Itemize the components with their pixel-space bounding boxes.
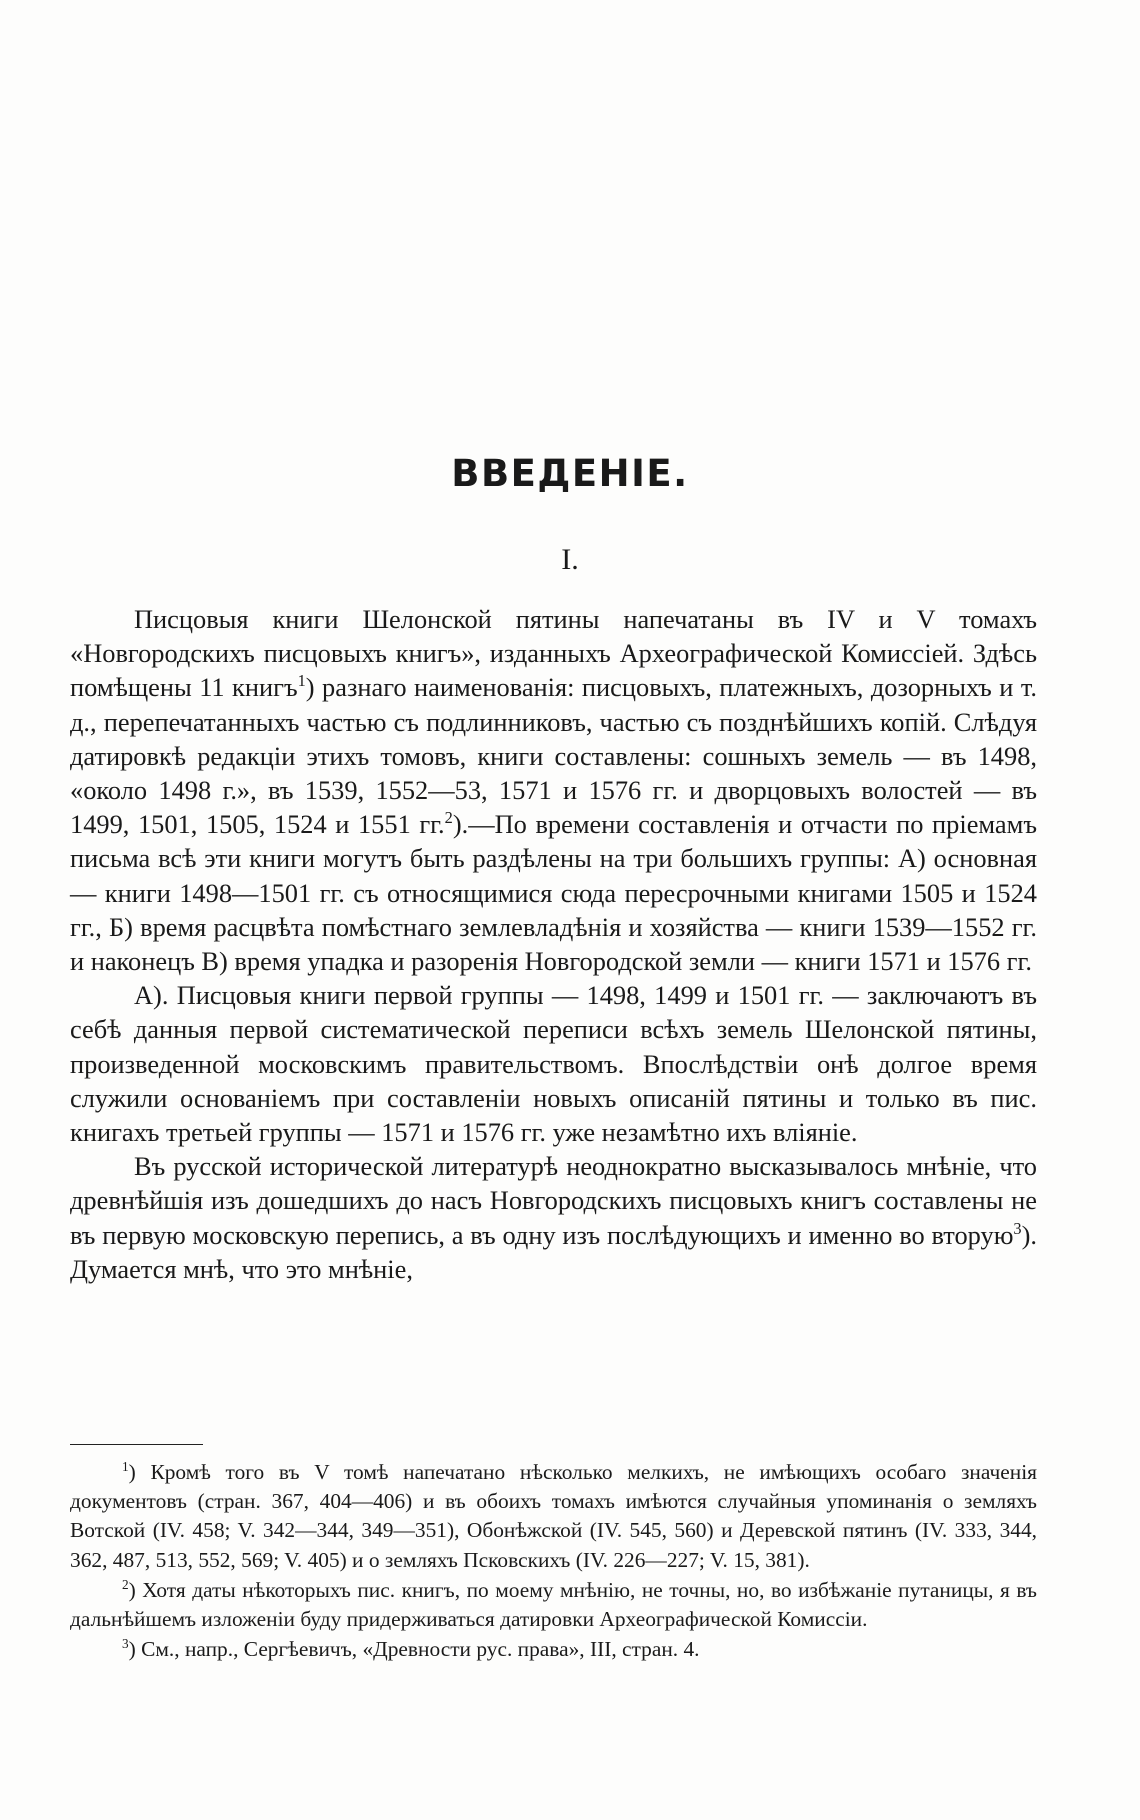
footnote-1-marker: 1 (122, 1458, 129, 1474)
section-number: I. (561, 543, 579, 576)
footnote-2-marker: 2 (122, 1576, 129, 1592)
footnote-2-text: ) Хотя даты нѣкоторыхъ пис. книгъ, по моему мнѣнію, не точны, но, во избѣжаніе путаницы, я въ дальнѣйшемъ изложеніи буду придерживаться датировки Археографической Комиссіи. (70, 1577, 1037, 1632)
footnote-3 (70, 1635, 1037, 1664)
paragraph-1-part-1: Писцовыя книги Шелонской пятины напечатаны въ IV и V томахъ «Новгородскихъ писцовыхъ книгъ», изданныхъ Археографической Комиссіей. Здѣсь помѣщены 11 книгъ (70, 604, 1037, 703)
footnote-ref-3: 3 (1013, 1218, 1022, 1238)
chapter-title: ВВЕДЕНІЕ. (451, 452, 689, 495)
main-text (70, 602, 1037, 1286)
footnote-1-text: ) Кромѣ того въ V томѣ напечатано нѣсколько мелкихъ, не имѣющихъ особаго значенія документовъ (стран. 367, 404—406) и въ обоихъ томахъ имѣются случайныя упоминанія о земляхъ Вотской (IV. 458; V. 342—344, 349—351), Обонѣжской (IV. 545, 560) и Деревской пятинъ (IV. 333, 344, 362, 487, 513, 552, 569; V. 405) и о земляхъ Псковскихъ (IV. 226—227; V. 15, 381). (70, 1460, 1037, 1572)
paragraph-3-part-2: ). Думается мнѣ, что это мнѣніе, (70, 1219, 1037, 1284)
paragraph-1-part-3: ).—По времени составленія и отчасти по пріемамъ письма всѣ эти книги могутъ быть раздѣлены на три большихъ группы: А) основная — книги 1498—1501 гг. съ относящимися сюда пересрочными книгами 1505 и 1524 гг., Б) время расцвѣта помѣстнаго землевладѣнія и хозяйства — книги 1539—1552 гг. и наконецъ В) время упадка и разоренія Новгородской земли — книги 1571 и 1576 гг. (70, 809, 1037, 977)
paragraph-2: А). Писцовыя книги первой группы — 1498, 1499 и 1501 гг. — заключаютъ въ себѣ данныя первой систематической переписи всѣхъ земель Шелонской пятины, произведенной московскимъ правительствомъ. Впослѣдствіи онѣ долгое время служили основаніемъ при составленіи новыхъ описаній пятины и только въ пис. книгахъ третьей группы — 1571 и 1576 гг. уже незамѣтно ихъ вліяніе. (70, 980, 1037, 1148)
footnote-ref-2: 2 (444, 808, 453, 828)
paragraph-3 (70, 1149, 1037, 1286)
footnote-3-text: ) См., напр., Сергѣевичъ, «Древности рус. права», III, стран. 4. (128, 1637, 700, 1662)
footnote-separator (70, 1444, 203, 1445)
paragraph-3-part-1: Въ русской исторической литературѣ неоднократно высказывалось мнѣніе, что древнѣйшія изъ дошедшихъ до насъ Новгородскихъ писцовыхъ книгъ составлены не въ первую московскую перепись, а въ одну изъ послѣдующихъ и именно во вторую (70, 1151, 1037, 1250)
paragraph-1-part-2: ) разнаго наименованія: писцовыхъ, платежныхъ, дозорныхъ и т. д., перепечатанныхъ частью съ подлинниковъ, частью съ позднѣйшихъ копій. Слѣдуя датировкѣ редакціи этихъ томовъ, книги составлены: сошныхъ земель — въ 1498, «около 1498 г.», въ 1539, 1552—53, 1571 и 1576 гг. и дворцовыхъ волостей — въ 1499, 1501, 1505, 1524 и 1551 гг. (70, 672, 1037, 840)
footnotes (70, 1458, 1037, 1664)
footnote-2 (70, 1576, 1037, 1634)
footnote-3-marker: 3 (122, 1636, 129, 1652)
footnote-ref-1: 1 (297, 671, 306, 691)
paragraph-1 (70, 602, 1037, 978)
footnote-1 (70, 1458, 1037, 1575)
